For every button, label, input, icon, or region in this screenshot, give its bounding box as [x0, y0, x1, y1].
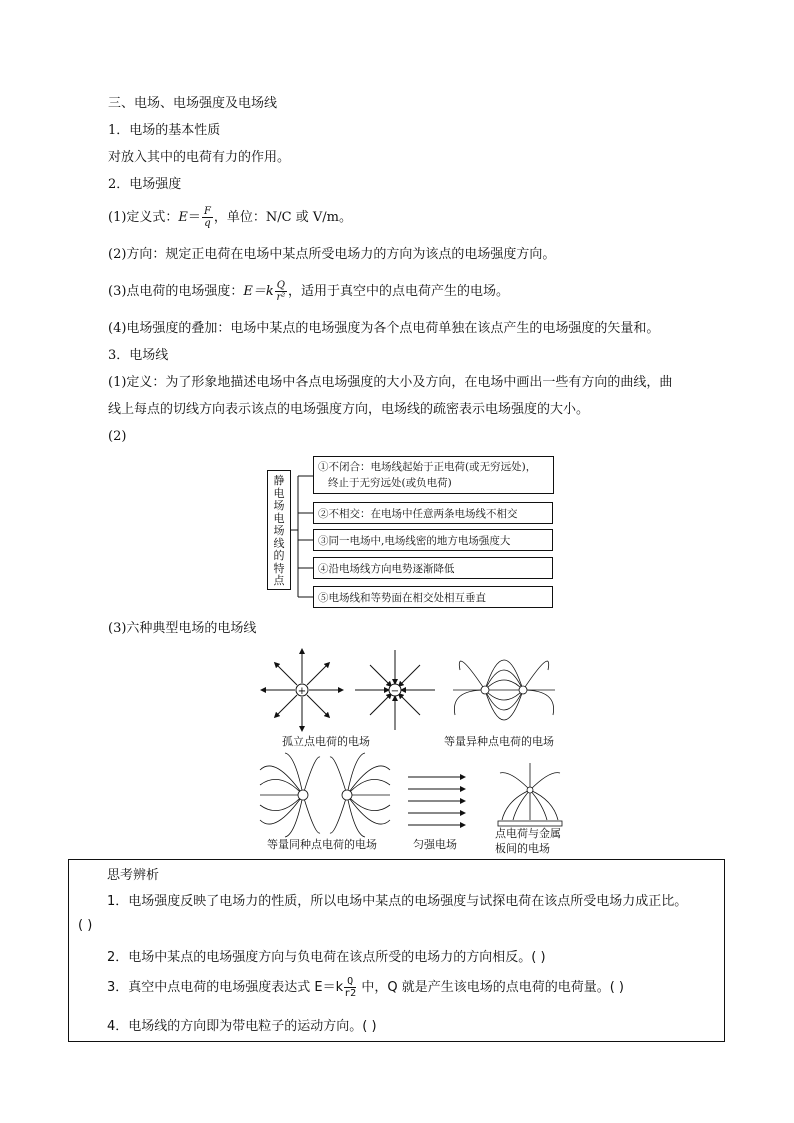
question-1-line-1: 1．电场强度反映了电场力的性质，所以电场中某点的电场强度与试探电荷在该点所受电场力成正比。 [107, 894, 688, 909]
superposition-text: (4)电场强度的叠加：电场中某点的电场强度为各个点电荷单独在该点产生的电场强度的矢量和。 [108, 321, 660, 336]
like-charges-field [260, 753, 390, 837]
caption-uniform: 匀强电场 [413, 838, 457, 851]
s2-heading: 2．电场强度 [108, 177, 182, 192]
item2-label: (2) [108, 429, 127, 444]
caption-plate-1: 点电荷与金属 [495, 827, 561, 840]
fraction-Q-over-r2: $\frac{Q}{\text{r²}}$ [276, 280, 286, 303]
plus-sign: + [297, 686, 307, 697]
caption-unlike: 等量异种点电荷的电场 [444, 735, 554, 748]
s1-heading: 1．电场的基本性质 [108, 123, 221, 138]
feature-title-char: 电 [273, 486, 285, 500]
unlike-charges-field [453, 660, 555, 720]
uniform-field [408, 777, 463, 825]
positive-charge-field [263, 651, 341, 729]
feature-title-char: 场 [273, 524, 285, 537]
point-charge-formula: (3)点电荷的电场强度：E＝k $\frac{Q}{\text{r²}}$ ，适用于真空中的点电荷产生的电场。 [108, 280, 510, 303]
minus-sign: − [390, 686, 400, 697]
caption-isolated: 孤立点电荷的电场 [282, 735, 370, 748]
charge-plate-field [498, 763, 562, 826]
caption-plate-2: 板间的电场 [495, 842, 550, 855]
field-line-def-1: (1)定义：为了形象地描述电场中各点电场强度的大小及方向，在电场中画出一些有方向的曲线，曲 [108, 375, 673, 390]
feature-box-5: ⑤电场线和等势面在相交处相互垂直 [313, 586, 553, 608]
question-2: 2．电场中某点的电场强度方向与负电荷在该点所受的电场力的方向相反。( ) [107, 950, 546, 965]
feature-box-1: ①不闭合：电场线起始于正电荷(或无穷远处)， 终止于无穷远处(或负电荷) [313, 456, 554, 494]
feature-title-char: 静 [273, 474, 285, 487]
negative-charge-field [355, 650, 435, 730]
question-3: 3．真空中点电荷的电场强度表达式 E＝k $\frac{Q}{r2}$ 中，Q 就是产生该电场的点电荷的电荷量。( ) [107, 976, 624, 999]
question-4: 4．电场线的方向即为带电粒子的运动方向。( ) [107, 1019, 377, 1034]
feature-box-2: ②不相交：在电场中任意两条电场线不相交 [313, 502, 553, 524]
item3-label: (3)六种典型电场的电场线 [108, 621, 257, 636]
feature-box-4: ④沿电场线方向电势逐渐降低 [313, 557, 553, 579]
feature-title-char: 的 [273, 549, 285, 562]
question-1-line-2: ( ) [78, 918, 93, 933]
def-formula: (1)定义式：E＝ $\frac{F}{q}$ ，单位：N/C 或 V/m。 [108, 206, 352, 229]
feature-title-char: 场 [273, 499, 285, 512]
field-line-def-2: 线上每点的切线方向表示该点的电场强度方向，电场线的疏密表示电场强度的大小。 [108, 402, 590, 417]
feature-title-char: 电 [273, 511, 285, 525]
feature-title-box [267, 470, 291, 590]
feature-box-3: ③同一电场中,电场线密的地方电场强度大 [313, 529, 553, 551]
s3-heading: 3．电场线 [108, 348, 169, 363]
feature-title-char: 特 [273, 561, 285, 575]
s1-text: 对放入其中的电荷有力的作用。 [108, 150, 291, 165]
caption-like: 等量同种点电荷的电场 [267, 838, 377, 851]
fraction-F-over-q: $\frac{F}{q}$ [203, 206, 211, 229]
feature-title-char: 线 [273, 536, 285, 550]
think-title: 思考辨析 [107, 868, 160, 883]
section-title: 三、电场、电场强度及电场线 [108, 96, 278, 111]
direction-text: (2)方向：规定正电荷在电场中某点所受电场力的方向为该点的电场强度方向。 [108, 247, 556, 262]
fraction-Q-over-r2-q3: $\frac{Q}{r2}$ [344, 976, 357, 999]
feature-title-char: 点 [273, 574, 285, 587]
